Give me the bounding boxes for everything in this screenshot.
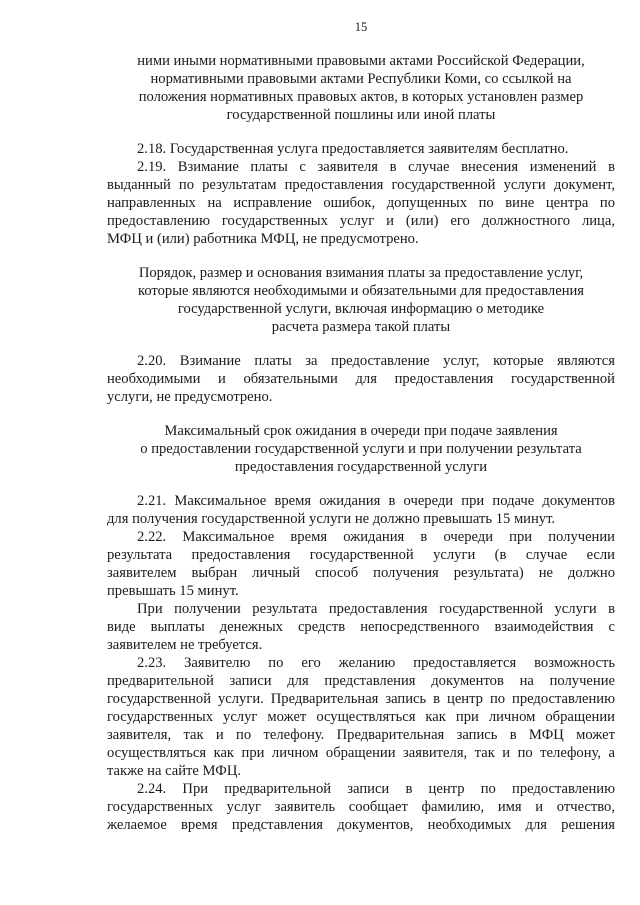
heading-line: о предоставлении государственной услуги и при получении результата (140, 441, 582, 457)
paragraph-2-23 (107, 654, 615, 780)
heading-line: Максимальный срок ожидания в очереди при подаче заявления (164, 423, 558, 439)
paragraph-2-21 (107, 492, 615, 528)
paragraph-2-19 (107, 158, 615, 248)
paragraph-2-24 (107, 780, 615, 834)
paragraph-2-20 (107, 352, 615, 406)
paragraph-line: результата предоставления государственной услуги (в случае если (107, 547, 615, 563)
intro-heading-line: положения нормативных правовых актов, в которых установлен размер (138, 89, 584, 105)
paragraph-line: 2.19. Взимание платы с заявителя в случае внесения изменений в (137, 159, 615, 175)
heading-line: государственной услуги, включая информацию о методике (177, 301, 545, 317)
heading-line: которые являются необходимыми и обязательными для предоставления (137, 283, 585, 299)
paragraph-line: предоставлению государственных услуг и (или) его должностного лица, (107, 213, 615, 229)
paragraph-line: желаемое время представления документов, необходимых для решения (107, 817, 615, 833)
paragraph-line: превышать 15 минут. (107, 583, 239, 599)
page-number: 15 (354, 20, 368, 34)
section-heading-queue (107, 422, 615, 476)
heading-line: предоставления государственной услуги (234, 459, 488, 475)
paragraph-line: 2.21. Максимальное время ожидания в очереди при подаче документов (137, 493, 615, 509)
intro-heading-line: нормативными правовыми актами Республики Коми, со ссылкой на (150, 71, 572, 87)
paragraph-line: также на сайте МФЦ. (107, 763, 242, 779)
intro-heading (107, 52, 615, 124)
paragraph-line: 2.24. При предварительной записи в центр по предоставлению (137, 781, 615, 797)
paragraph-line: государственных услуг заявитель сообщает фамилию, имя и отчество, (107, 799, 615, 815)
paragraph-line: направленных на исправление ошибок, допущенных по вине центра по (107, 195, 615, 211)
paragraph-line: необходимыми и обязательными для предоставления государственной (107, 371, 615, 387)
paragraph-line: 2.18. Государственная услуга предоставляется заявителям бесплатно. (137, 141, 569, 157)
paragraph-line: МФЦ и (или) работника МФЦ, не предусмотрено. (107, 231, 419, 247)
paragraph-line: 2.23. Заявителю по его желанию предоставляется возможность (137, 655, 615, 671)
paragraph-2-22 (107, 528, 615, 600)
paragraph-line: для получения государственной услуги не должно превышать 15 минут. (107, 511, 556, 527)
paragraph-line: предварительной записи для представления документов на получение (107, 673, 615, 689)
paragraph-line: заявителя, так и по телефону. Предварительная запись в МФЦ может (107, 727, 615, 743)
heading-line: расчета размера такой платы (271, 319, 451, 335)
paragraph-line: заявителем выбран личный способ получения результата) не должно (107, 565, 615, 581)
paragraph-line: При получении результата предоставления государственной услуги в (137, 601, 615, 617)
paragraph-line: виде выплаты денежных средств непосредственного взаимодействия с (107, 619, 615, 635)
paragraph-line: осуществляться как при личном обращении заявителя, так и по телефону, а (107, 745, 615, 761)
paragraph-line: государственных услуг может осуществляться как при личном обращении (107, 709, 615, 725)
paragraph-2-18 (107, 140, 615, 158)
paragraph-2-22-continued (107, 600, 615, 654)
section-heading-fees (107, 264, 615, 336)
intro-heading-line: государственной пошлины или иной платы (226, 107, 496, 123)
heading-line: Порядок, размер и основания взимания платы за предоставление услуг, (138, 265, 584, 281)
paragraph-line: услуги, не предусмотрено. (107, 389, 273, 405)
paragraph-line: заявителем не требуется. (107, 637, 263, 653)
paragraph-line: выданный по результатам предоставления государственной услуги документ, (107, 177, 615, 193)
paragraph-line: 2.20. Взимание платы за предоставление услуг, которые являются (137, 353, 615, 369)
paragraph-line: государственной услуги. Предварительная запись в центр по предоставлению (107, 691, 615, 707)
intro-heading-line: ними иными нормативными правовыми актами Российской Федерации, (137, 53, 585, 69)
paragraph-line: 2.22. Максимальное время ожидания в очереди при получении (137, 529, 615, 545)
document-page (107, 18, 615, 834)
